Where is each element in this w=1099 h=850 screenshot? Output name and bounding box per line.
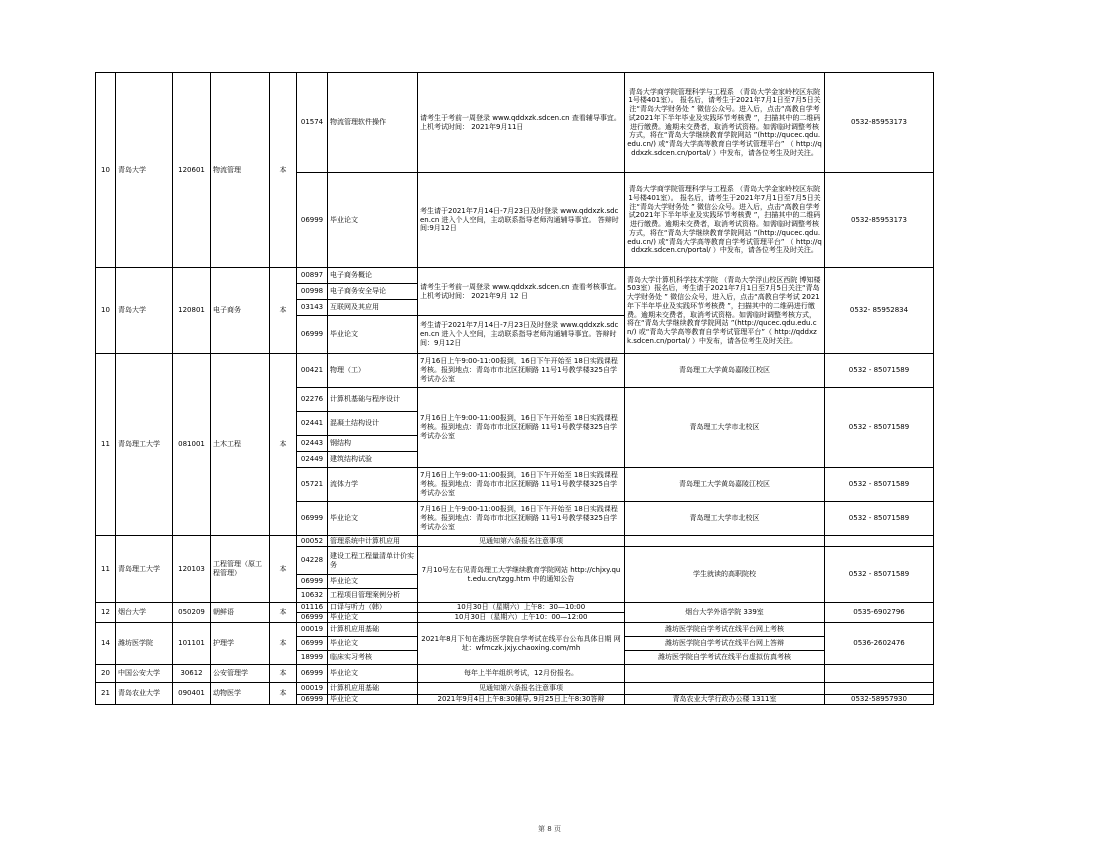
exam-time: 10月30日（星期六）上午8：30—10:00 (418, 603, 625, 613)
table-row (96, 683, 934, 695)
seq-no: 14 (96, 623, 116, 665)
course-name: 毕业论文 (328, 502, 418, 536)
exam-time: 请考生于考前一周登录 www.qddxzk.sdcen.cn 查看考核事宜。上机考试时间： 2021年9月 12 日 (418, 268, 625, 316)
seq-no: 11 (96, 536, 116, 603)
seq-no: 20 (96, 665, 116, 683)
level: 本 (270, 623, 297, 665)
major-name: 公安管理学 (211, 665, 270, 683)
course-code: 01116 (297, 603, 328, 613)
major-name: 朝鲜语 (211, 603, 270, 623)
course-code: 02449 (297, 452, 328, 468)
course-code: 06999 (297, 575, 328, 589)
table-row (96, 623, 934, 637)
exam-location (625, 536, 825, 547)
exam-time: 考生请于2021年7月14日-7月23日及时登录 www.qddxzk.sdcen.cn 进入个人空间，主动联系指导老师沟通辅导事宜。答辩时间：9月12日 (418, 316, 625, 354)
contact-phone: 0535-6902796 (825, 603, 934, 623)
contact-phone: 0532 - 85071589 (825, 354, 934, 388)
contact-phone (825, 665, 934, 683)
course-code: 03143 (297, 300, 328, 316)
course-code: 05721 (297, 468, 328, 502)
exam-location (625, 683, 825, 695)
course-name: 物理（工） (328, 354, 418, 388)
major-code: 081001 (173, 354, 211, 536)
course-code: 06999 (297, 665, 328, 683)
exam-time: 7月16日上午9:00-11:00报到，16日下午开始至 18日实践课程考核。报到地点：青岛市市北区抚顺路 11号1号教学楼325自学考试办公室 (418, 502, 625, 536)
contact-phone: 0532-58957930 (825, 695, 934, 705)
course-code: 06999 (297, 695, 328, 705)
course-code: 04228 (297, 547, 328, 575)
school-name: 青岛大学 (116, 268, 173, 354)
exam-time: 见通知第六条报名注意事项 (418, 536, 625, 547)
course-name: 毕业论文 (328, 665, 418, 683)
exam-location: 青岛大学计算机科学技术学院 （青岛大学浮山校区西院 博知楼503室）报名后，考生请于2021年7月1日至7月5日关注“青岛大学财务处 ” 微信公众号，进入后，点击“高教自学考试 2021年下半年毕业及实践环节考核费 ”，扫描其中的二维码进行缴费。逾期未交费者，取消考试资格。如需临时调整考核方式，将在“青岛大学继续教育学院网站 ”(http://qucec.qdu.edu.cn/) 或“青岛大学高等教育自学考试管理平台”（ http://qddxzk.sdcen.cn/portal/ ）中发布，请各位考生及时关注。 (625, 268, 825, 354)
contact-phone: 0536-2602476 (825, 623, 934, 665)
school-name: 烟台大学 (116, 603, 173, 623)
seq-no: 12 (96, 603, 116, 623)
level: 本 (270, 268, 297, 354)
level: 本 (270, 665, 297, 683)
school-name: 青岛理工大学 (116, 536, 173, 603)
major-code: 120103 (173, 536, 211, 603)
major-name: 护理学 (211, 623, 270, 665)
course-code: 10632 (297, 589, 328, 603)
course-code: 01574 (297, 73, 328, 173)
exam-time: 请考生于考前一周登录 www.qddxzk.sdcen.cn 查看辅导事宜。上机考试时间： 2021年9月11日 (418, 73, 625, 173)
course-name: 管理系统中计算机应用 (328, 536, 418, 547)
major-name: 物流管理 (211, 73, 270, 268)
seq-no: 10 (96, 73, 116, 268)
seq-no: 21 (96, 683, 116, 705)
level: 本 (270, 354, 297, 536)
contact-phone: 0532 - 85071589 (825, 547, 934, 603)
major-code: 090401 (173, 683, 211, 705)
course-name: 毕业论文 (328, 613, 418, 623)
exam-location: 潍坊医学院自学考试在线平台网上答辩 (625, 637, 825, 651)
course-code: 00897 (297, 268, 328, 284)
course-name: 计算机应用基础 (328, 623, 418, 637)
course-code: 02276 (297, 388, 328, 412)
course-name: 计算机应用基础 (328, 683, 418, 695)
exam-time: 7月16日上午9:00-11:00报到，16日下午开始至 18日实践课程考核。报到地点：青岛市市北区抚顺路 11号1号教学楼325自学考试办公室 (418, 468, 625, 502)
course-code: 06999 (297, 502, 328, 536)
course-code: 06999 (297, 613, 328, 623)
contact-phone: 0532 - 85071589 (825, 388, 934, 468)
level: 本 (270, 536, 297, 603)
course-name: 电子商务概论 (328, 268, 418, 284)
course-code: 06999 (297, 637, 328, 651)
course-name: 物流管理软件操作 (328, 73, 418, 173)
course-name: 互联网及其应用 (328, 300, 418, 316)
course-name: 工程项目管理案例分析 (328, 589, 418, 603)
exam-location: 青岛大学商学院管理科学与工程系 （青岛大学金家岭校区东院1号楼401室）。 报名后，请考生于2021年7月1日至7月5日关注“青岛大学财务处 ” 微信公众号。进入后，点击“高教自学考试2021年下半年毕业及实践环节考核费 ”，扫描其中的二维码进行缴费。逾期未交费者，取消考试资格。如需临时调整考核方式，将在“青岛大学继续教育学院网站 ”(http://qucec.qdu.edu.cn/) 或“青岛大学高等教育自学考试管理平台” （ http://qddxzk.sdcen.cn/portal/ ）中发布，请各位考生及时关注。 (625, 73, 825, 173)
major-code: 120601 (173, 73, 211, 268)
exam-time: 考生请于2021年7月14日-7月23日及时登录 www.qddxzk.sdcen.cn 进入个人空间，主动联系指导老师沟通辅导事宜。 答辩时间:9月12日 (418, 173, 625, 268)
exam-location: 青岛理工大学黄岛嘉陵江校区 (625, 354, 825, 388)
course-name: 钢结构 (328, 436, 418, 452)
seq-no: 10 (96, 268, 116, 354)
major-code: 050209 (173, 603, 211, 623)
exam-time: 2021年8月下旬在潍坊医学院自学考试在线平台公布具体日期 网址：wfmczk.jxjy.chaoxing.com/mh (418, 623, 625, 665)
course-code: 00019 (297, 623, 328, 637)
school-name: 中国公安大学 (116, 665, 173, 683)
course-code: 02443 (297, 436, 328, 452)
exam-location: 青岛大学商学院管理科学与工程系 （青岛大学金家岭校区东院1号楼401室）。 报名后，请考生于2021年7月1日至7月5日关注“青岛大学财务处 ” 微信公众号。进入后，点击“高教自学考试2021年下半年毕业及实践环节考核费 ”，扫描其中的二维码进行缴费。逾期未交费者，取消考试资格。如需临时调整考核方式，将在“青岛大学继续教育学院网站 ”(http://qucec.qdu.edu.cn/) 或“青岛大学高等教育自学考试管理平台” （ http://qddxzk.sdcen.cn/portal/ ）中发布，请各位考生及时关注。 (625, 173, 825, 268)
exam-location: 青岛理工大学市北校区 (625, 502, 825, 536)
exam-time: 2021年9月4日上午8:30辅导, 9月25日上午8:30答辩 (418, 695, 625, 705)
course-name: 流体力学 (328, 468, 418, 502)
exam-location: 青岛理工大学市北校区 (625, 388, 825, 468)
exam-location: 青岛理工大学黄岛嘉陵江校区 (625, 468, 825, 502)
course-name: 混凝土结构设计 (328, 412, 418, 436)
course-name: 毕业论文 (328, 173, 418, 268)
contact-phone: 0532- 85952834 (825, 268, 934, 354)
course-name: 计算机基础与程序设计 (328, 388, 418, 412)
exam-schedule-table (95, 72, 934, 705)
contact-phone (825, 683, 934, 695)
contact-phone: 0532-85953173 (825, 73, 934, 173)
course-code: 00421 (297, 354, 328, 388)
course-name: 口译与听力（韩） (328, 603, 418, 613)
course-code: 06999 (297, 173, 328, 268)
major-name: 动物医学 (211, 683, 270, 705)
contact-phone: 0532 - 85071589 (825, 502, 934, 536)
course-name: 毕业论文 (328, 695, 418, 705)
school-name: 潍坊医学院 (116, 623, 173, 665)
table-row (96, 603, 934, 613)
course-name: 建设工程工程量清单计价实务 (328, 547, 418, 575)
major-name: 工程管理（原工程管理） (211, 536, 270, 603)
exam-time: 每年上半年组织考试，12月份报名。 (418, 665, 625, 683)
exam-location: 青岛农业大学行政办公楼 1311室 (625, 695, 825, 705)
course-name: 毕业论文 (328, 637, 418, 651)
school-name: 青岛理工大学 (116, 354, 173, 536)
level: 本 (270, 603, 297, 623)
course-name: 毕业论文 (328, 316, 418, 354)
level: 本 (270, 73, 297, 268)
table-row (96, 268, 934, 284)
course-code: 02441 (297, 412, 328, 436)
contact-phone (825, 536, 934, 547)
exam-time: 见通知第六条报名注意事项 (418, 683, 625, 695)
table-row (96, 73, 934, 173)
school-name: 青岛大学 (116, 73, 173, 268)
exam-time: 7月16日上午9:00-11:00报到，16日下午开始至 18日实践课程考核。报到地点：青岛市市北区抚顺路 11号1号教学楼325自学考试办公室 (418, 354, 625, 388)
school-name: 青岛农业大学 (116, 683, 173, 705)
course-name: 临床实习考核 (328, 651, 418, 665)
course-code: 00998 (297, 284, 328, 300)
course-name: 毕业论文 (328, 575, 418, 589)
exam-location: 烟台大学外语学院 339室 (625, 603, 825, 623)
seq-no: 11 (96, 354, 116, 536)
table-row (96, 665, 934, 683)
exam-location: 潍坊医学院自学考试在线平台网上考核 (625, 623, 825, 637)
level: 本 (270, 683, 297, 705)
exam-time: 7月10号左右见青岛理工大学继续教育学院网站 http://chjxy.qut.edu.cn/tzgg.htm 中的通知公告 (418, 547, 625, 603)
major-code: 120801 (173, 268, 211, 354)
major-name: 电子商务 (211, 268, 270, 354)
contact-phone: 0532 - 85071589 (825, 468, 934, 502)
major-name: 土木工程 (211, 354, 270, 536)
exam-time: 7月16日上午9:00-11:00报到，16日下午开始至 18日实践课程考核。报到地点：青岛市市北区抚顺路 11号1号教学楼325自学考试办公室 (418, 388, 625, 468)
exam-location: 潍坊医学院自学考试在线平台虚拟仿真考核 (625, 651, 825, 665)
major-code: 101101 (173, 623, 211, 665)
table-row (96, 354, 934, 388)
table-row (96, 536, 934, 547)
major-code: 30612 (173, 665, 211, 683)
exam-location (625, 665, 825, 683)
page-number: 第 8 页 (538, 825, 561, 833)
course-code: 00019 (297, 683, 328, 695)
course-code: 06999 (297, 316, 328, 354)
course-name: 电子商务安全导论 (328, 284, 418, 300)
course-code: 18999 (297, 651, 328, 665)
exam-location: 学生就读的高职院校 (625, 547, 825, 603)
exam-time: 10月30日（星期六）上午10：00—12:00 (418, 613, 625, 623)
course-code: 00052 (297, 536, 328, 547)
course-name: 建筑结构试验 (328, 452, 418, 468)
contact-phone: 0532-85953173 (825, 173, 934, 268)
